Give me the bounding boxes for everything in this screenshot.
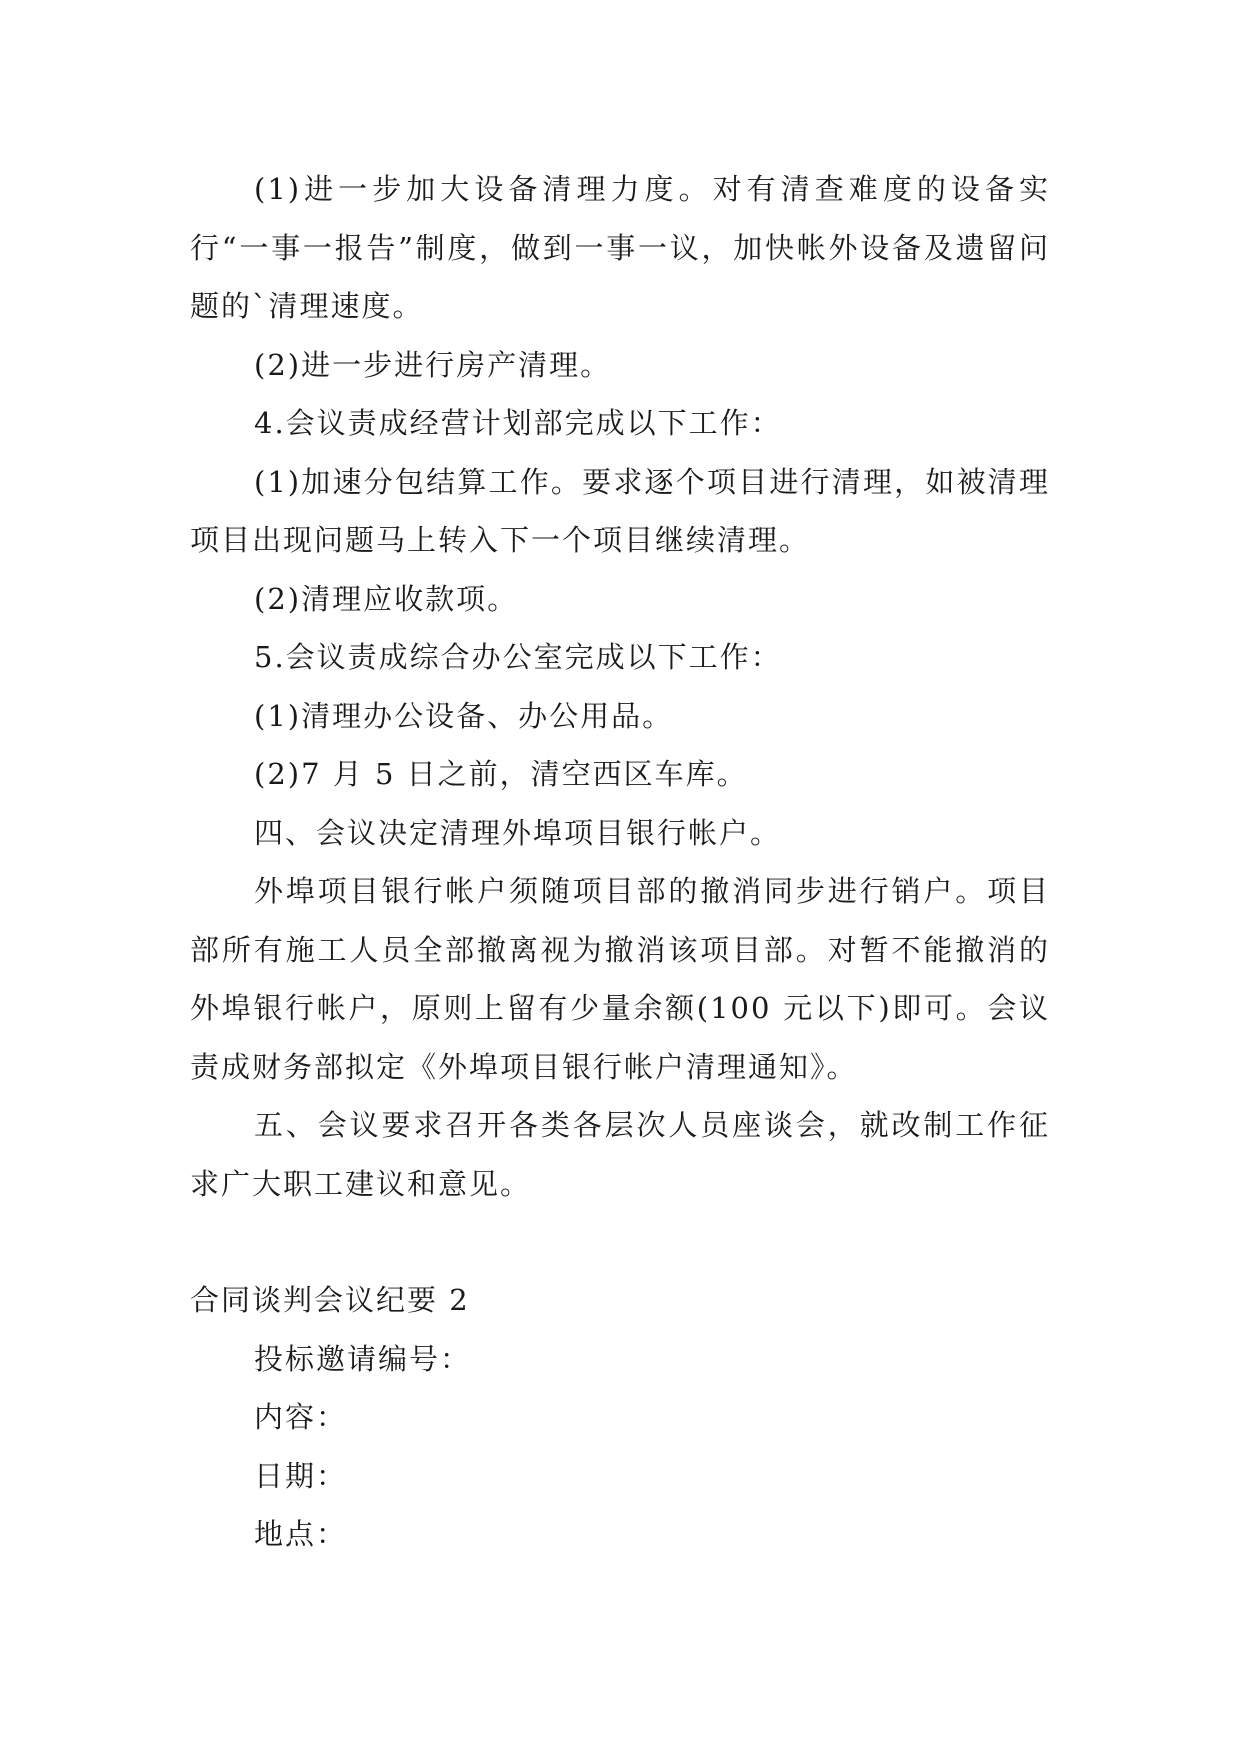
paragraph-office-equipment: (1)清理办公设备、办公用品。 bbox=[254, 698, 674, 733]
paragraph-subcontract-settlement: (1)加速分包结算工作。要求逐个项目进行清理，如被清理项目出现问题马上转入下一个项目继续清理。 bbox=[190, 464, 1050, 557]
paragraph-equipment-cleanup: (1)进一步加大设备清理力度。对有清查难度的设备实行“一事一报告”制度，做到一事一议，加快帐外设备及遗留问题的`清理速度。 bbox=[190, 172, 1050, 323]
paragraph-staff-forum: 五、会议要求召开各类各层次人员座谈会，就改制工作征求广大职工建议和意见。 bbox=[190, 1108, 1050, 1201]
paragraph-bank-accounts-detail: 外埠项目银行帐户须随项目部的撤消同步进行销户。项目部所有施工人员全部撤离视为撤消该项目部。对暂不能撤消的外埠银行帐户，原则上留有少量余额(100 元以下)即可。会议责成财务部拟定《外埠项目银行帐户清理通知》。 bbox=[190, 874, 1050, 1084]
field-tender-number: 投标邀请编号： bbox=[254, 1341, 472, 1376]
paragraph-planning-dept-tasks: 4.会议责成经营计划部完成以下工作： bbox=[254, 406, 782, 440]
paragraph-office-tasks: 5.会议责成综合办公室完成以下工作： bbox=[254, 640, 782, 674]
field-location: 地点： bbox=[254, 1517, 348, 1551]
paragraph-property-cleanup: (2)进一步进行房产清理。 bbox=[254, 347, 612, 382]
field-date: 日期： bbox=[254, 1458, 348, 1493]
paragraph-bank-accounts-decision: 四、会议决定清理外埠项目银行帐户。 bbox=[254, 815, 782, 850]
field-content: 内容： bbox=[254, 1400, 348, 1434]
paragraph-receivables: (2)清理应收款项。 bbox=[254, 581, 519, 616]
document-body bbox=[190, 160, 1050, 1564]
paragraph-garage-clearing: (2)7 月 5 日之前，清空西区车库。 bbox=[254, 757, 748, 791]
section-title: 合同谈判会议纪要 2 bbox=[190, 1283, 470, 1317]
